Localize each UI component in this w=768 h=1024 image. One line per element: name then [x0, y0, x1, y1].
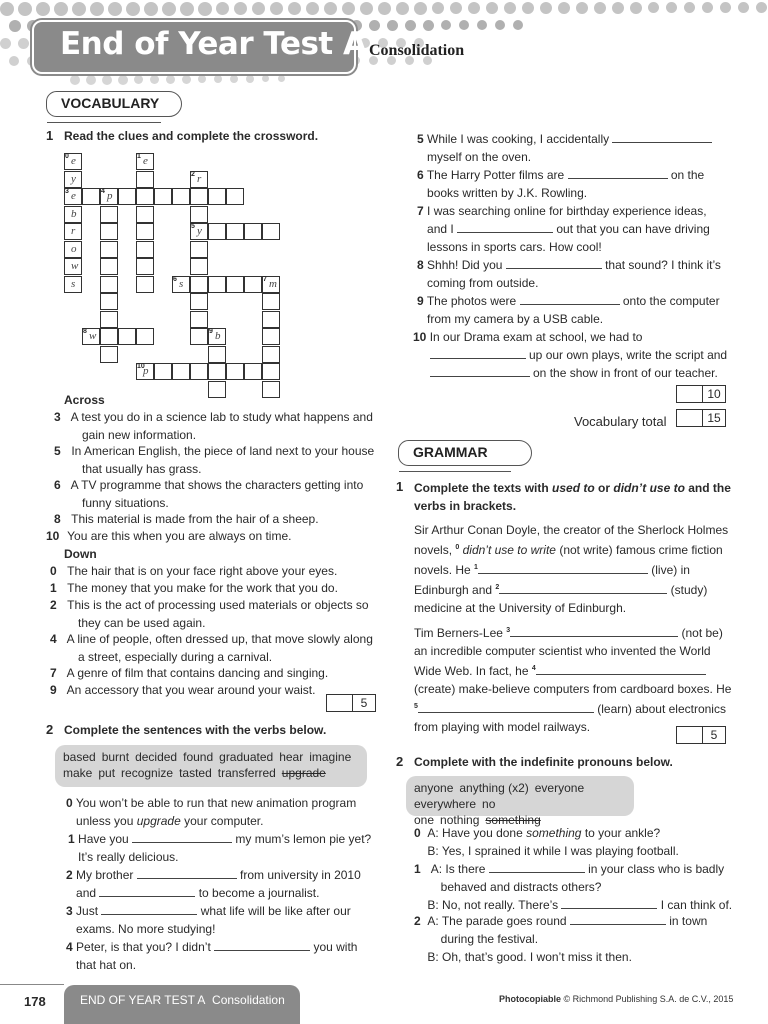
crossword-cell[interactable] [208, 276, 226, 293]
decorative-dot [441, 20, 451, 30]
crossword-cell[interactable] [100, 293, 118, 310]
decorative-dot [513, 20, 523, 30]
decorative-dot [468, 2, 480, 14]
sentence-3: 3 Just what life will be like after our exams. No more studying! [66, 904, 351, 936]
crossword-cell[interactable] [244, 363, 262, 380]
vocabulary-total-box[interactable]: 15 [676, 409, 726, 427]
answer-blank[interactable] [612, 131, 712, 143]
decorative-dot [262, 75, 269, 82]
decorative-dot [198, 2, 212, 16]
score-box[interactable]: 5 [326, 694, 376, 712]
clue-item: 0 The hair that is on your face right above your eyes. [50, 564, 338, 578]
answer-blank[interactable] [510, 625, 678, 637]
crossword-cell[interactable] [100, 206, 118, 223]
crossword-letter: r [197, 172, 202, 185]
crossword-letter: m [269, 277, 277, 290]
decorative-dot [630, 2, 642, 14]
sentence-6: 6 The Harry Potter films are on the books written by J.K. Rowling. [417, 168, 705, 200]
decorative-dot [738, 2, 749, 13]
crossword-cell[interactable] [118, 188, 136, 205]
answer-blank[interactable] [214, 939, 310, 951]
crossword-cell[interactable] [226, 188, 244, 205]
answer-blank[interactable] [568, 167, 668, 179]
word-bank-item: decided [135, 750, 178, 764]
crossword-cell[interactable] [262, 311, 280, 328]
decorative-dot [72, 2, 86, 16]
decorative-dot [486, 2, 498, 14]
decorative-dot [378, 2, 391, 15]
clue-item: 2 This is the act of processing used materials or objects so they can be used again. [50, 598, 369, 630]
clue-item: 1 The money that you make for the work that you do. [50, 581, 338, 595]
crossword-cell[interactable] [208, 223, 226, 240]
crossword-cell[interactable] [64, 258, 82, 275]
crossword-cell[interactable] [100, 311, 118, 328]
crossword-cell[interactable] [190, 171, 208, 188]
crossword-cell[interactable] [118, 328, 136, 345]
decorative-dot [306, 2, 319, 15]
decorative-dot [405, 20, 416, 31]
decorative-dot [54, 2, 68, 16]
word-bank-item: anyone [414, 781, 454, 795]
crossword-clue-number: 8 [83, 328, 87, 335]
crossword-cell[interactable] [100, 188, 118, 205]
crossword-letter: w [71, 260, 79, 272]
crossword-letter: p [107, 190, 113, 202]
crossword-cell[interactable] [190, 223, 208, 240]
crossword-letter: b [215, 330, 221, 342]
crossword-cell[interactable] [190, 188, 208, 205]
crossword-clue-number: 4 [101, 188, 105, 195]
decorative-dot [414, 2, 427, 15]
crossword-cell[interactable] [136, 171, 154, 188]
page-title: End of Year Test A [60, 26, 367, 62]
copyright-notice: Photocopiable © Richmond Publishing S.A. de C.V., 2015 [499, 994, 734, 1004]
decorative-dot [246, 75, 254, 83]
crossword-clue-number: 3 [65, 188, 69, 195]
decorative-dot [540, 2, 552, 14]
word-bank-item: no one [414, 797, 496, 827]
crossword-cell[interactable] [226, 363, 244, 380]
crossword-cell[interactable] [64, 241, 82, 258]
decorative-dot [342, 2, 355, 15]
word-bank-item: imagine [309, 750, 352, 764]
word-bank-item: transferred [217, 766, 276, 780]
word-bank-item: put [98, 766, 116, 780]
decorative-dot [612, 2, 624, 14]
sentence-10: 10 In our Drama exam at school, we had to up our own plays, write the script and on the show in front of our teacher. [413, 330, 728, 380]
question-number: 2 [46, 722, 54, 737]
crossword-cell[interactable] [208, 328, 226, 345]
decorative-dot [144, 2, 158, 16]
word-bank [55, 745, 367, 787]
decorative-dot [594, 2, 606, 14]
answer-blank[interactable] [418, 701, 594, 713]
decorative-dot [360, 2, 373, 15]
word-bank-item: based [63, 750, 96, 764]
crossword-cell[interactable] [262, 363, 280, 380]
score-box[interactable]: 10 [676, 385, 726, 403]
crossword-letter: o [71, 242, 77, 255]
decorative-dot [720, 2, 731, 13]
decorative-dot [198, 75, 206, 83]
page-number: 178 [24, 994, 46, 1009]
answer-blank[interactable] [132, 831, 232, 843]
crossword-cell[interactable] [262, 346, 280, 363]
word-bank-item: found [183, 750, 214, 764]
answer-blank[interactable] [499, 582, 667, 594]
answer-blank[interactable] [561, 897, 657, 909]
decorative-dot [684, 2, 695, 13]
score-box[interactable]: 5 [676, 726, 726, 744]
decorative-dot [214, 75, 222, 83]
decorative-dot [504, 2, 516, 14]
clue-item: 3 A test you do in a science lab to study what happens and gain new information. [54, 410, 373, 442]
decorative-dot [118, 75, 128, 85]
crossword-cell[interactable] [154, 188, 172, 205]
crossword-cell[interactable] [82, 328, 100, 345]
crossword-letter: e [71, 190, 76, 202]
decorative-dot [756, 2, 767, 13]
clue-item: 6 A TV programme that shows the characters getting into funny situations. [54, 478, 364, 510]
dialogue-2: 2 A: The parade goes round in town during the festival. B: Oh, that’s good. I won’t miss it then. [414, 914, 708, 964]
crossword-cell[interactable] [64, 188, 82, 205]
text-berners-lee: Tim Berners-Lee $^3$ (not be) an incredible computer scientist who invented the World Wide Web. In fact, he $^4$ (create) make-believe computers from cardboard boxes. He $^5$ (learn) about electronics from playing with model railways. [414, 626, 732, 734]
crossword-cell[interactable] [100, 346, 118, 363]
decorative-dot [9, 20, 21, 32]
answer-blank[interactable] [457, 221, 553, 233]
footer-divider [0, 984, 64, 985]
decorative-dot [9, 56, 19, 66]
decorative-dot [432, 2, 444, 14]
answer-blank[interactable] [430, 347, 526, 359]
crossword-cell[interactable] [226, 276, 244, 293]
decorative-dot [270, 2, 283, 15]
crossword-cell[interactable] [136, 363, 154, 380]
crossword-cell[interactable] [82, 188, 100, 205]
decorative-dot [102, 75, 112, 85]
crossword-cell[interactable] [64, 153, 82, 170]
crossword-cell[interactable] [262, 223, 280, 240]
answer-blank[interactable] [478, 562, 648, 574]
crossword-cell[interactable] [136, 153, 154, 170]
crossword-cell[interactable] [208, 363, 226, 380]
decorative-dot [324, 2, 337, 15]
crossword-cell[interactable] [208, 381, 226, 398]
crossword-cell[interactable] [64, 223, 82, 240]
crossword-cell[interactable] [262, 276, 280, 293]
crossword-clue-number: 7 [263, 275, 267, 283]
crossword-cell[interactable] [136, 328, 154, 345]
decorative-dot [134, 75, 143, 84]
word-bank-example: something [485, 813, 541, 827]
crossword-cell[interactable] [172, 188, 190, 205]
crossword-cell[interactable] [136, 188, 154, 205]
word-bank-item: make [63, 766, 93, 780]
clue-item: 5 In American English, the piece of land next to your house that usually has grass. [54, 444, 375, 476]
decorative-dot [166, 75, 175, 84]
sentence-4: 4 Peter, is that you? I didn’t you with that hat on. [66, 940, 358, 972]
grammar-section-label: GRAMMAR [398, 440, 532, 466]
crossword-clue-number: 2 [191, 170, 195, 178]
question-number: 1 [46, 128, 54, 143]
decorative-dot [216, 2, 229, 15]
decorative-dot [182, 75, 191, 84]
decorative-dot [522, 2, 534, 14]
word-bank-item: hear [279, 750, 304, 764]
answer-blank[interactable] [99, 885, 195, 897]
crossword-cell[interactable] [100, 258, 118, 275]
crossword-cell[interactable] [190, 293, 208, 310]
answer-blank[interactable] [520, 293, 620, 305]
word-bank-item: everywhere [414, 797, 477, 811]
decorative-dot [70, 75, 80, 85]
crossword-cell[interactable] [226, 223, 244, 240]
crossword-cell[interactable] [64, 206, 82, 223]
clue-item: 7 A genre of film that contains dancing and singing. [50, 666, 329, 680]
decorative-dot [234, 2, 247, 15]
dialogue-0: 0 A: Have you done something to your ankle? B: Yes, I sprained it while I was playing football. [414, 826, 679, 858]
sentence-0: 0 You won’t be able to run that new animation program unless you upgrade your computer. [66, 796, 357, 828]
decorative-dot [86, 75, 96, 85]
clue-item: 9 An accessory that you wear around your waist. [50, 683, 316, 697]
text-conan-doyle: Sir Arthur Conan Doyle, the creator of the Sherlock Holmes novels, $^0$ didn’t use to write (not write) famous crime fiction novels. He $^1$ (live) in Edinburgh and $^2$ (study) medicine at the University of Edinburgh. [414, 523, 729, 615]
crossword-letter: e [143, 155, 148, 167]
clue-item: 10 You are this when you are always on time. [46, 529, 292, 543]
decorative-dot [702, 2, 713, 13]
decorative-dot [396, 2, 409, 15]
crossword-clue-number: 9 [209, 328, 213, 335]
decorative-dot [0, 38, 11, 49]
crossword-letter: e [71, 155, 76, 167]
word-bank-item: anything (x2) [459, 781, 529, 795]
decorative-dot [18, 38, 29, 49]
vocabulary-section-label: VOCABULARY [46, 91, 182, 117]
crossword-cell[interactable] [100, 241, 118, 258]
crossword-grid[interactable] [64, 153, 286, 385]
word-bank-item: recognize [121, 766, 174, 780]
crossword-clue-number: 6 [173, 275, 177, 283]
decorative-dot [0, 2, 14, 16]
sentence-7: 7 I was searching online for birthday experience ideas, and I out that you can have driving lessons in sports cars. How cool! [417, 204, 710, 254]
sentence-8: 8 Shhh! Did you that sound? I think it’s coming from outside. [417, 258, 721, 290]
question-number: 1 [396, 479, 404, 494]
decorative-dot [18, 2, 32, 16]
crossword-letter: s [179, 277, 184, 290]
word-bank-item: graduated [219, 750, 274, 764]
footer-banner: END OF YEAR TEST A Consolidation [64, 985, 300, 1024]
crossword-letter: s [71, 277, 76, 290]
answer-blank[interactable] [570, 913, 666, 925]
page-subtitle: Consolidation [369, 42, 465, 59]
crossword-letter: r [71, 225, 76, 237]
decorative-dot [278, 75, 285, 82]
crossword-cell[interactable] [136, 206, 154, 223]
sentence-9: 9 The photos were onto the computer from my camera by a USB cable. [417, 294, 720, 326]
crossword-cell[interactable] [190, 241, 208, 258]
crossword-cell[interactable] [208, 346, 226, 363]
crossword-letter: p [143, 365, 149, 377]
crossword-cell[interactable] [262, 328, 280, 345]
crossword-letter: y [197, 225, 202, 237]
crossword-clue-number: 5 [191, 223, 195, 230]
word-bank-item: everyone [534, 781, 585, 795]
answer-blank[interactable] [137, 867, 237, 879]
answer-blank[interactable] [536, 663, 706, 675]
crossword-cell[interactable] [190, 258, 208, 275]
crossword-cell[interactable] [136, 276, 154, 293]
decorative-dot [477, 20, 487, 30]
crossword-cell[interactable] [262, 293, 280, 310]
crossword-cell[interactable] [190, 328, 208, 345]
decorative-dot [108, 2, 122, 16]
decorative-dot [252, 2, 265, 15]
decorative-dot [666, 2, 677, 13]
word-bank-item: nothing [440, 813, 480, 827]
question-instruction: Complete with the indefinite pronouns below. [414, 755, 673, 769]
answer-blank[interactable] [430, 365, 530, 377]
decorative-dot [558, 2, 570, 14]
crossword-cell[interactable] [100, 328, 118, 345]
crossword-cell[interactable] [100, 223, 118, 240]
word-bank-item: burnt [101, 750, 130, 764]
answer-blank[interactable] [506, 257, 602, 269]
crossword-clue-number: 0 [65, 153, 69, 160]
question-instruction: Complete the sentences with the verbs below. [64, 723, 327, 737]
across-heading: Across [64, 393, 105, 407]
crossword-cell[interactable] [64, 276, 82, 293]
dialogue-1: 1 A: Is there in your class who is badly behaved and distracts others? B: No, not really. There’s I can think of. [414, 862, 733, 912]
sentence-5: 5 While I was cooking, I accidentally myself on the oven. [417, 130, 712, 166]
crossword-cell[interactable] [154, 363, 172, 380]
decorative-dot [230, 75, 238, 83]
word-bank-item: tasted [179, 766, 212, 780]
crossword-cell[interactable] [244, 223, 262, 240]
crossword-cell[interactable] [190, 311, 208, 328]
crossword-letter: y [71, 172, 76, 185]
crossword-clue-number: 1 [137, 153, 141, 160]
crossword-cell[interactable] [262, 381, 280, 398]
decorative-dot [150, 75, 159, 84]
decorative-dot [162, 2, 176, 16]
decorative-dot [459, 20, 469, 30]
crossword-cell[interactable] [190, 363, 208, 380]
question-instruction: Complete the texts with used to or didn’t use to and the verbs in brackets. [414, 481, 731, 513]
decorative-dot [423, 20, 434, 31]
crossword-letter: b [71, 207, 77, 220]
crossword-letter: w [89, 330, 97, 342]
decorative-dot [495, 20, 505, 30]
decorative-dot [180, 2, 194, 16]
decorative-dot [387, 20, 398, 31]
crossword-cell[interactable] [100, 276, 118, 293]
decorative-dot [450, 2, 462, 14]
crossword-cell[interactable] [172, 276, 190, 293]
decorative-dot [90, 2, 104, 16]
word-bank-example: upgrade [281, 766, 326, 780]
crossword-cell[interactable] [64, 171, 82, 188]
decorative-dot [369, 20, 380, 31]
clue-item: 4 A line of people, often dressed up, that move slowly along a street, especially during a carnival. [50, 632, 373, 664]
answer-blank[interactable] [489, 861, 585, 873]
crossword-cell[interactable] [208, 188, 226, 205]
decorative-dot [576, 2, 588, 14]
down-heading: Down [64, 547, 97, 561]
crossword-cell[interactable] [190, 276, 208, 293]
clue-item: 8 This material is made from the hair of a sheep. [54, 512, 319, 526]
crossword-cell[interactable] [136, 241, 154, 258]
question-instruction: Read the clues and complete the crossword. [64, 129, 319, 143]
decorative-dot [126, 2, 140, 16]
crossword-cell[interactable] [244, 276, 262, 293]
word-bank [406, 776, 634, 827]
sentence-2: 2 My brother from university in 2010 and to become a journalist. [66, 868, 361, 900]
answer-blank[interactable] [101, 903, 197, 915]
crossword-cell[interactable] [172, 363, 190, 380]
vocabulary-total-label: Vocabulary total [574, 414, 667, 429]
sentence-1: 1 Have you my mum’s lemon pie yet? It’s really delicious. [68, 832, 372, 864]
question-number: 2 [396, 754, 404, 769]
crossword-cell[interactable] [136, 258, 154, 275]
crossword-cell[interactable] [136, 223, 154, 240]
crossword-clue-number: 10 [137, 363, 145, 370]
decorative-dot [36, 2, 50, 16]
decorative-dot [648, 2, 659, 13]
crossword-cell[interactable] [190, 206, 208, 223]
decorative-dot [288, 2, 301, 15]
